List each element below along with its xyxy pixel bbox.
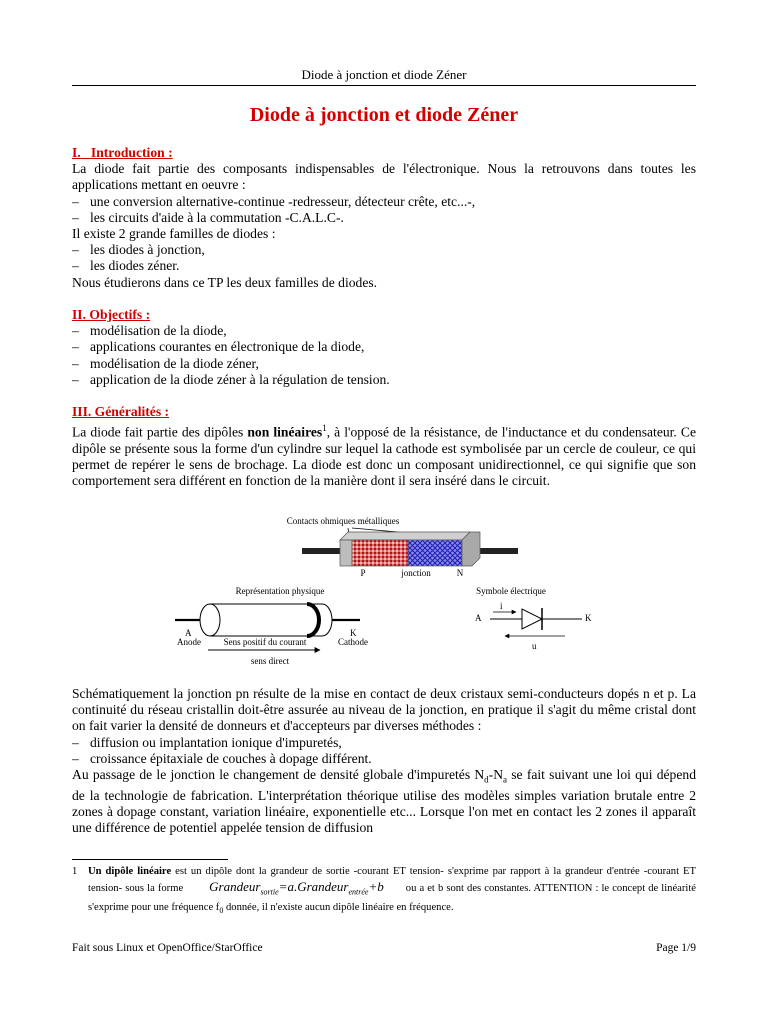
heading-text: Introduction : xyxy=(90,145,173,160)
footnote-ref[interactable]: 1 xyxy=(322,423,327,434)
cathode-label: Cathode xyxy=(338,637,368,647)
anode-label: Anode xyxy=(177,637,201,647)
list-item: – une conversion alternative-continue -redresseur, détecteur crête, etc...-, xyxy=(72,193,476,209)
list-item: – modélisation de la diode zéner, xyxy=(72,355,259,371)
contact-right xyxy=(462,532,480,566)
sym-u-label: u xyxy=(532,641,537,651)
contacts-label: Contacts ohmiques métalliques xyxy=(286,516,400,526)
section-introduction xyxy=(72,145,696,291)
jonction-label: jonction xyxy=(401,568,431,578)
text-run: Au passage de le jonction le changement de densité globale d'impuretés N xyxy=(72,767,485,783)
lead-right xyxy=(480,548,518,554)
junction-block xyxy=(287,516,518,578)
diode-triangle xyxy=(522,609,542,629)
sym-i-label: i xyxy=(500,601,503,611)
contact-left xyxy=(340,540,352,566)
jonction-paragraph: Schématiquement la jonction pn résulte de la mise en contact de deux cristaux semi-conducteurs dopés n et p. La continuité du réseau cristallin doit-être assurée au niveau de la jonction, en pratique il s'agit du même cristal dont on fait varier la densité de donneurs et d'accepteurs par diverses méthodes : xyxy=(72,686,696,734)
text-run: donnée, il n'existe aucun dipôle linéaire en fréquence. xyxy=(223,901,454,913)
footnote-text xyxy=(88,864,696,918)
list-item-text: croissance épitaxiale de couches à dopage différent. xyxy=(90,750,372,766)
heading-number: I. xyxy=(72,145,81,160)
text-run: est un dipôle dont la grandeur de sortie -courant ET tension- s'exprime par rapport à la grandeur d'entrée -courant ET tension- sous la forme xyxy=(88,866,696,894)
k-label: K xyxy=(350,628,357,638)
footer-left: Fait sous Linux et OpenOffice/StarOffice xyxy=(72,942,263,954)
subscript: a xyxy=(503,774,508,785)
section-objectifs xyxy=(72,307,696,388)
linear-formula xyxy=(209,879,384,897)
list-item-text: diffusion ou implantation ionique d'impuretés, xyxy=(90,734,342,750)
p-label: P xyxy=(360,568,366,578)
symbol-label: Symbole électrique xyxy=(476,586,546,596)
electrical-symbol xyxy=(475,586,592,651)
footnote-number: 1 xyxy=(72,866,78,877)
subscript: d xyxy=(484,774,489,785)
formula-subscript: entrée xyxy=(348,887,369,897)
direct-label: sens direct xyxy=(250,656,290,666)
formula-subscript: sortie xyxy=(260,887,279,897)
intro-conclusion: Nous étudierons dans ce TP les deux familles de diodes. xyxy=(72,274,378,290)
sym-k-label: K xyxy=(585,613,592,623)
running-header: Diode à jonction et diode Zéner xyxy=(301,67,467,82)
generalites-heading: III. Généralités : xyxy=(72,404,170,419)
list-item: – applications courantes en électronique de la diode, xyxy=(72,339,365,355)
list-item-text: les circuits d'aide à la commutation -C.A.L.C-. xyxy=(90,209,344,225)
formula-part: +b xyxy=(368,879,384,894)
list-item: – les diodes zéner. xyxy=(72,258,180,274)
list-item: – diffusion ou implantation ionique d'impuretés, xyxy=(72,734,342,750)
list-item-text: les diodes zéner. xyxy=(90,258,180,274)
n-region xyxy=(408,540,462,566)
text-run: -N xyxy=(488,767,504,783)
list-item: – les circuits d'aide à la commutation -C.A.L.C-. xyxy=(72,209,344,225)
page-number: Page 1/9 xyxy=(656,942,696,954)
list-item-text: modélisation de la diode, xyxy=(90,323,227,339)
intro-paragraph: La diode fait partie des composants indispensables de l'électronique. Nous la retrouvons dans toutes les applications mettant en oeuvre : xyxy=(72,161,696,193)
section-generalites xyxy=(72,404,696,490)
header-rule xyxy=(72,85,696,86)
text-run: ou a et b sont des constantes. ATTENTION : le concept de linéarité s'exprime pour une fréquence f xyxy=(88,883,696,913)
subscript: 0 xyxy=(219,905,224,915)
list-item-text: application de la diode zéner à la régulation de tension. xyxy=(90,371,390,387)
footnote-term: Un dipôle linéaire xyxy=(88,866,172,877)
diode-end xyxy=(200,604,220,636)
introduction-heading xyxy=(72,145,696,161)
generalites-paragraph xyxy=(72,420,696,489)
doping-paragraph xyxy=(72,767,696,837)
block-top-face xyxy=(340,532,470,540)
list-item-text: applications courantes en électronique de la diode, xyxy=(90,339,365,355)
list-item: – les diodes à jonction, xyxy=(72,242,205,258)
lead-left xyxy=(302,548,340,554)
text-run: , à l'opposé de la résistance, de l'inductance et du condensateur. Ce dipôle se présente sous la forme d'un cylindre sur lequel la cathode est symbolisée par un cercle de couleur, ce qui permet de repérer le sens de brochage. La diode est donc un composant unidirectionnel, ce qui signifie que son comportement sera différent en fonction de la manière dont il sera inséré dans le circuit. xyxy=(72,424,696,489)
list-item-text: une conversion alternative-continue -redresseur, détecteur crête, etc...-, xyxy=(90,193,476,209)
physical-label: Représentation physique xyxy=(235,586,325,596)
physical-representation xyxy=(175,586,368,666)
diode-figure xyxy=(170,508,630,680)
list-item: – croissance épitaxiale de couches à dopage différent. xyxy=(72,750,372,766)
formula-part: Grandeur xyxy=(209,879,261,894)
positive-current-label: Sens positif du courant xyxy=(223,637,307,647)
list-item: – application de la diode zéner à la régulation de tension. xyxy=(72,371,390,387)
list-item-text: modélisation de la diode zéner, xyxy=(90,355,259,371)
section-jonction-pn xyxy=(72,686,696,837)
n-label: N xyxy=(456,568,464,578)
list-item-text: les diodes à jonction, xyxy=(90,242,205,258)
footnote-rule xyxy=(72,859,228,860)
list-item: – modélisation de la diode, xyxy=(72,323,227,339)
text-run: se fait suivant une loi qui dépend de la technologie de fabrication. L'interprétation théorique utilise des modèles simples variation brutale entre 2 zones à dopage constant, variation linéaire, exponentielle etc... Lorsque l'on met en contact les 2 zones il apparaît une différence de potentiel appelée tension de diffusion xyxy=(72,767,696,836)
p-region xyxy=(352,540,408,566)
a-label: A xyxy=(185,628,192,638)
formula-part: =a.Grandeur xyxy=(278,879,349,894)
intro-families: Il existe 2 grande familles de diodes : xyxy=(72,226,276,242)
footnote xyxy=(72,864,696,918)
bold-term: non linéaires xyxy=(247,424,323,440)
page-title: Diode à jonction et diode Zéner xyxy=(249,104,519,126)
objectifs-heading: II. Objectifs : xyxy=(72,307,151,322)
sym-a-label: A xyxy=(475,613,482,623)
text-run: La diode fait partie des dipôles xyxy=(72,424,248,440)
